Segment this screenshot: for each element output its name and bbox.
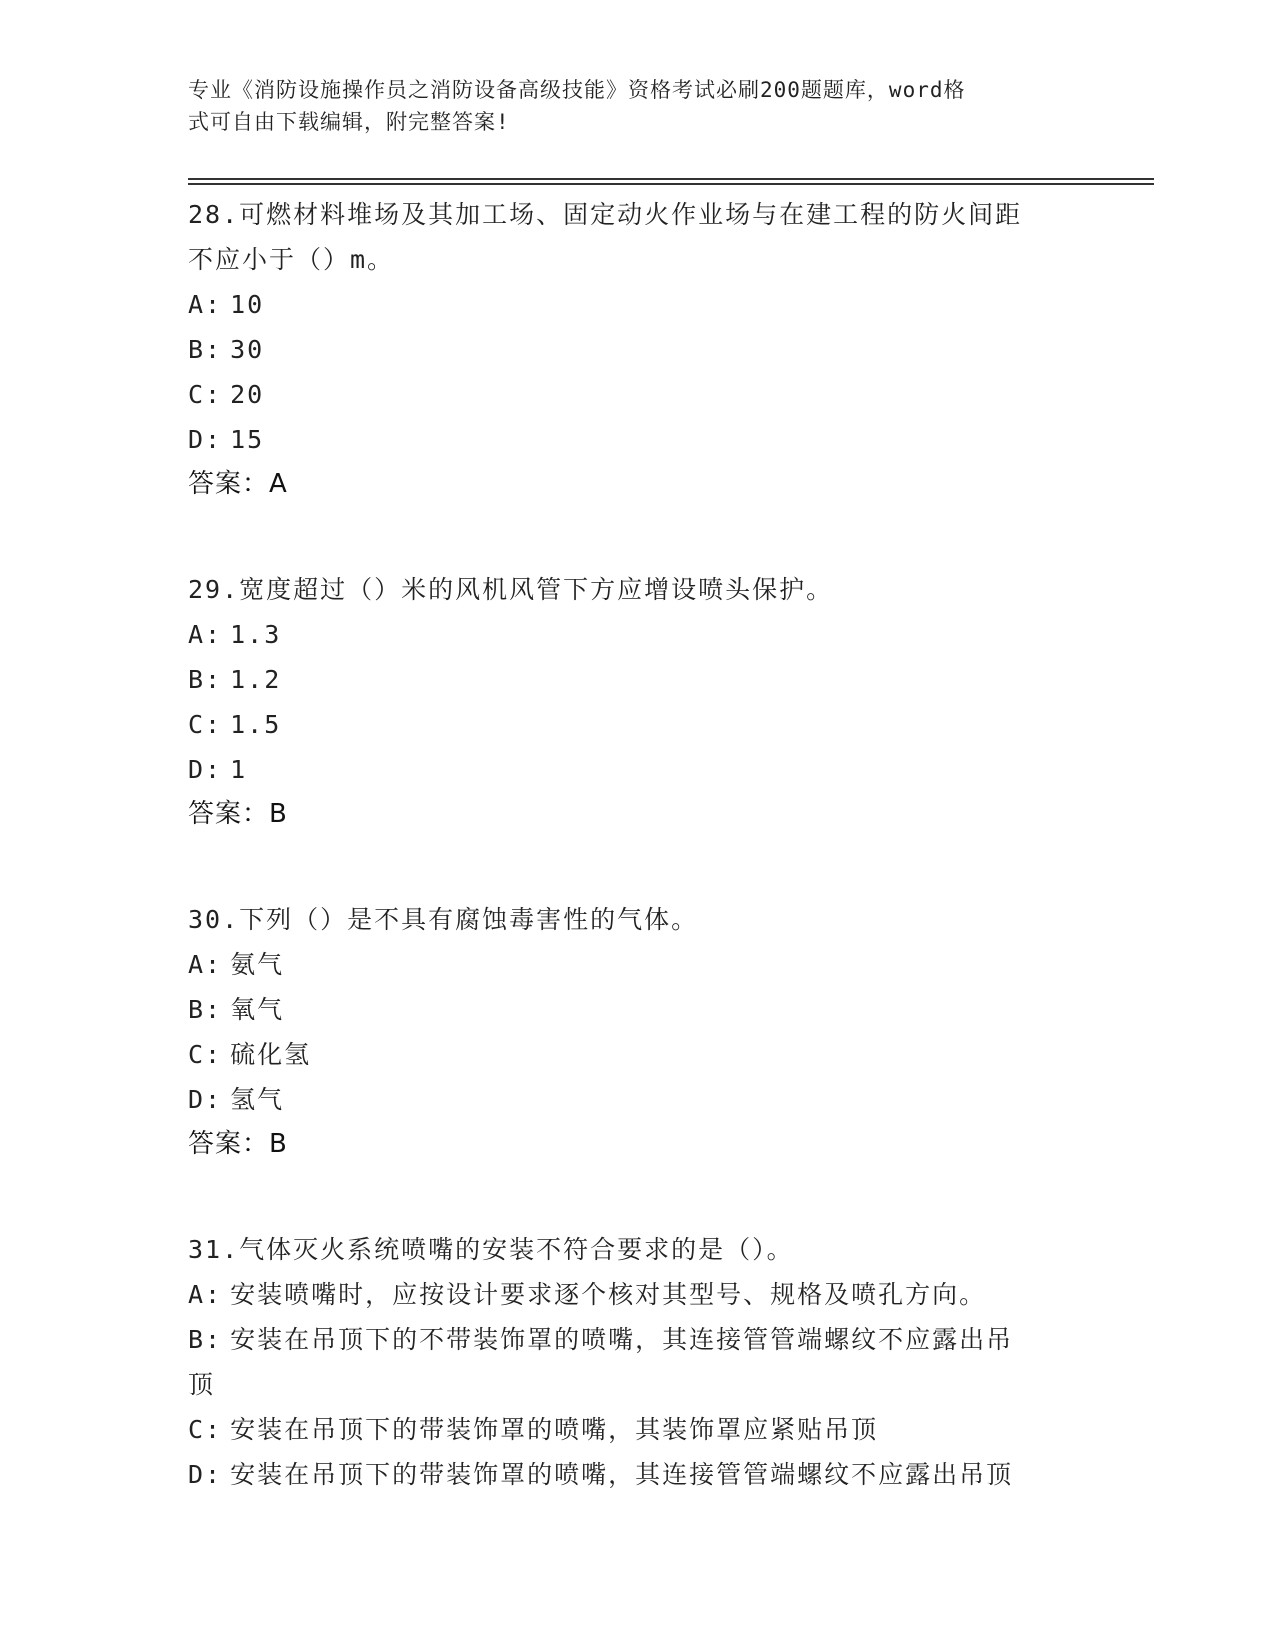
option-text: 硫化氢 bbox=[230, 1040, 312, 1069]
option-label: D: bbox=[188, 755, 223, 784]
option-label: C: bbox=[188, 380, 223, 409]
option-text: 安装在吊顶下的带装饰罩的喷嘴，其装饰罩应紧贴吊顶 bbox=[230, 1415, 879, 1444]
option-text: 20 bbox=[230, 380, 265, 409]
option-label: C: bbox=[188, 1415, 223, 1444]
option-text: 1.3 bbox=[230, 620, 282, 649]
option-a bbox=[188, 1272, 1088, 1317]
option-label: A: bbox=[188, 1280, 223, 1309]
option-b bbox=[188, 657, 1088, 702]
option-a bbox=[188, 282, 1088, 327]
option-text: 1.5 bbox=[230, 710, 282, 739]
question-29 bbox=[188, 567, 1088, 837]
option-text: 氨气 bbox=[230, 950, 285, 979]
document-header bbox=[188, 74, 1068, 138]
answer-line: 答案：B bbox=[188, 799, 288, 829]
question-stem: 30.下列（）是不具有腐蚀毒害性的气体。 bbox=[188, 905, 699, 934]
option-d bbox=[188, 1077, 1088, 1122]
option-label: B: bbox=[188, 995, 223, 1024]
option-a bbox=[188, 942, 1088, 987]
option-b bbox=[188, 1317, 1088, 1362]
header-divider-top bbox=[188, 178, 1154, 180]
option-c bbox=[188, 1032, 1088, 1077]
option-label: A: bbox=[188, 950, 223, 979]
option-b bbox=[188, 987, 1088, 1032]
option-text: 安装在吊顶下的带装饰罩的喷嘴，其连接管管端螺纹不应露出吊顶 bbox=[230, 1460, 1014, 1489]
option-text: 安装喷嘴时，应按设计要求逐个核对其型号、规格及喷孔方向。 bbox=[230, 1280, 987, 1309]
question-30 bbox=[188, 897, 1088, 1167]
question-stem-continued: 不应小于（）m。 bbox=[188, 245, 395, 274]
question-list bbox=[188, 192, 1088, 1557]
option-d bbox=[188, 417, 1088, 462]
option-text: 1.2 bbox=[230, 665, 282, 694]
option-text: 1 bbox=[230, 755, 248, 784]
option-a bbox=[188, 612, 1088, 657]
answer-line: 答案：A bbox=[188, 469, 288, 499]
option-text: 30 bbox=[230, 335, 265, 364]
header-line-1: 专业《消防设施操作员之消防设备高级技能》资格考试必刷200题题库，word格 bbox=[188, 78, 966, 102]
option-text: 氢气 bbox=[230, 1085, 285, 1114]
header-line-2: 式可自由下载编辑，附完整答案! bbox=[188, 110, 510, 134]
option-b bbox=[188, 327, 1088, 372]
option-label: B: bbox=[188, 1325, 223, 1354]
option-b-continued bbox=[188, 1362, 1088, 1407]
option-label: D: bbox=[188, 1085, 223, 1114]
option-text: 氧气 bbox=[230, 995, 285, 1024]
question-31 bbox=[188, 1227, 1088, 1497]
option-d bbox=[188, 747, 1088, 792]
header-divider-bottom bbox=[188, 183, 1154, 185]
question-stem: 31.气体灭火系统喷嘴的安装不符合要求的是（）。 bbox=[188, 1235, 794, 1264]
option-c bbox=[188, 1407, 1088, 1452]
question-stem: 29.宽度超过（）米的风机风管下方应增设喷头保护。 bbox=[188, 575, 834, 604]
option-text: 10 bbox=[230, 290, 265, 319]
option-label: D: bbox=[188, 1460, 223, 1489]
option-label: D: bbox=[188, 425, 223, 454]
option-d bbox=[188, 1452, 1088, 1497]
question-stem: 28.可燃材料堆场及其加工场、固定动火作业场与在建工程的防火间距 bbox=[188, 200, 1023, 229]
answer-line: 答案：B bbox=[188, 1129, 288, 1159]
option-label: A: bbox=[188, 620, 223, 649]
option-text-continued: 顶 bbox=[188, 1370, 216, 1399]
option-text: 15 bbox=[230, 425, 265, 454]
question-28 bbox=[188, 192, 1088, 507]
option-label: B: bbox=[188, 335, 223, 364]
option-c bbox=[188, 702, 1088, 747]
option-label: B: bbox=[188, 665, 223, 694]
option-label: A: bbox=[188, 290, 223, 319]
option-label: C: bbox=[188, 1040, 223, 1069]
option-label: C: bbox=[188, 710, 223, 739]
option-text: 安装在吊顶下的不带装饰罩的喷嘴，其连接管管端螺纹不应露出吊 bbox=[230, 1325, 1014, 1354]
option-c bbox=[188, 372, 1088, 417]
